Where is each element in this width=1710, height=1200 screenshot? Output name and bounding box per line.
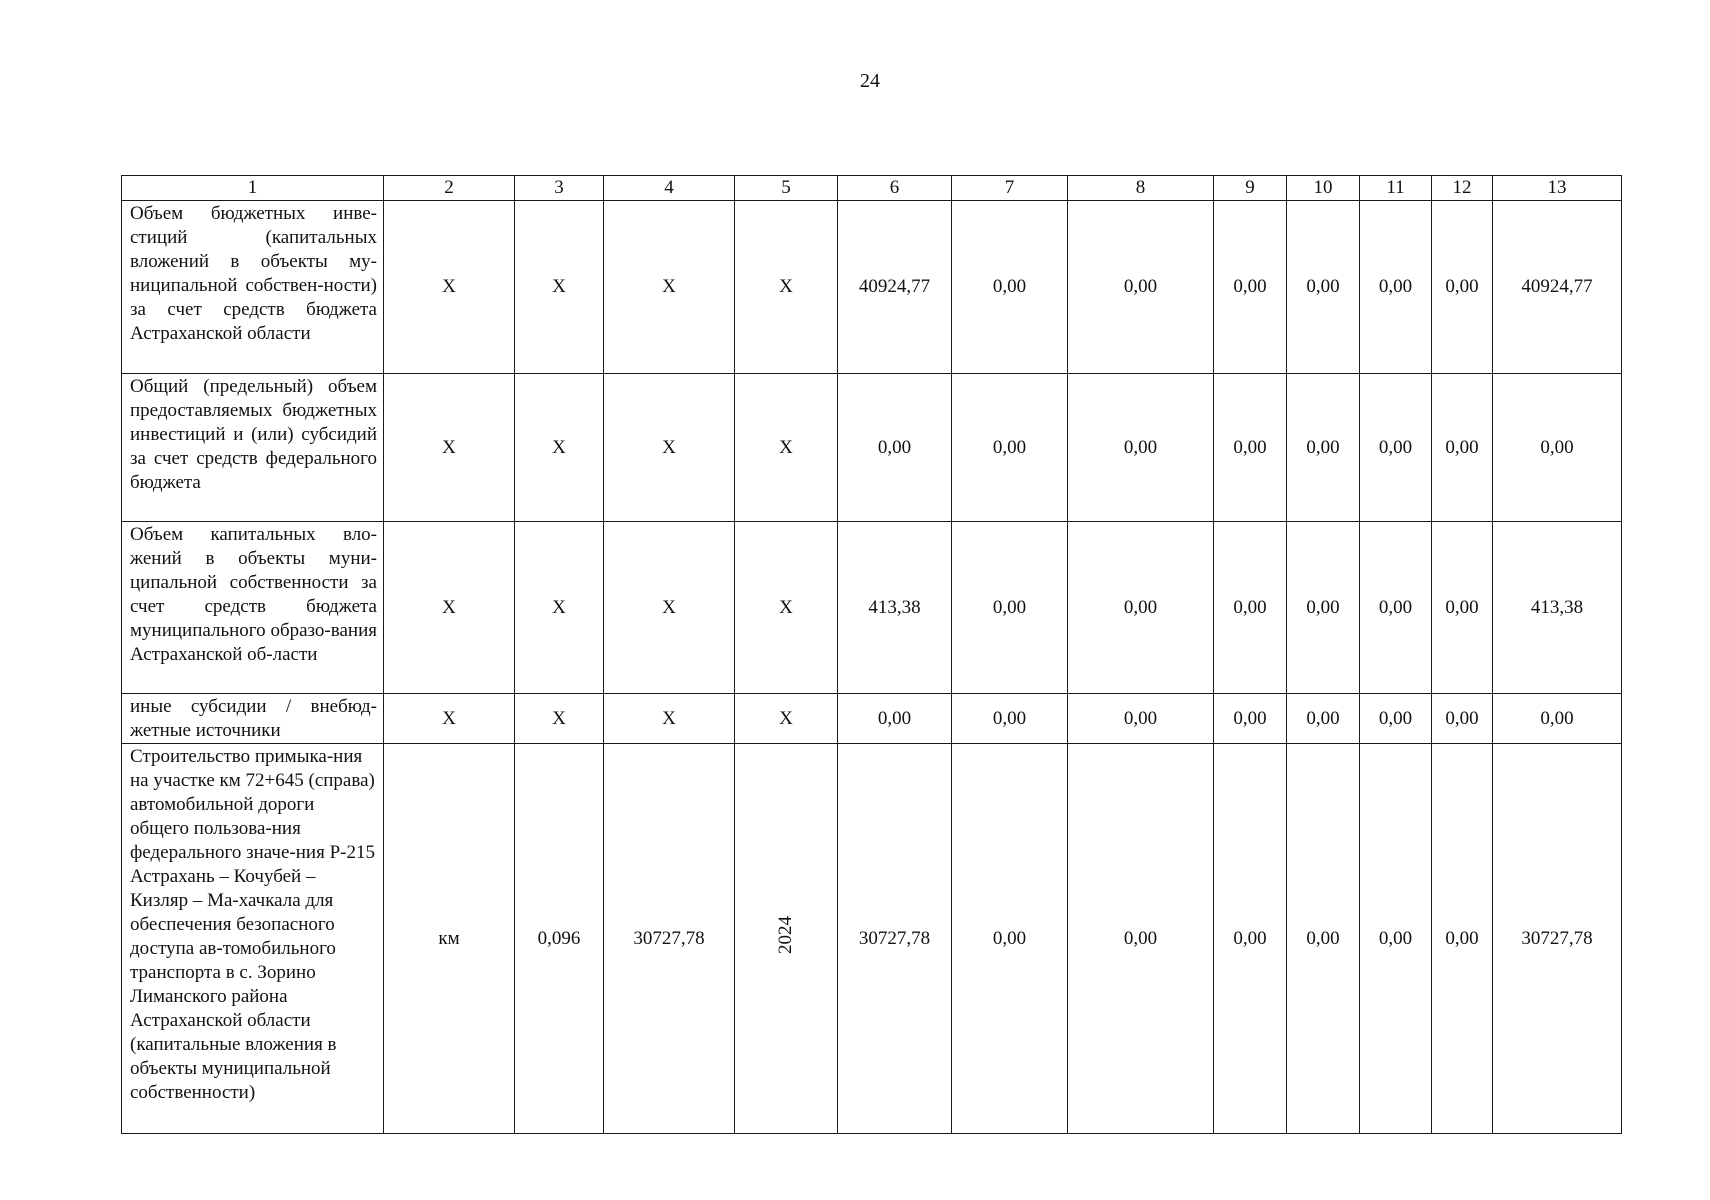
table-cell: Х xyxy=(384,201,515,374)
table-cell: 0,00 xyxy=(1214,744,1287,1134)
table-cell: 0,00 xyxy=(1432,744,1493,1134)
column-number: 2 xyxy=(384,176,515,201)
table-row xyxy=(122,374,1622,522)
table-cell: 0,00 xyxy=(1287,201,1360,374)
table-cell: 30727,78 xyxy=(604,744,735,1134)
table-cell: 0,00 xyxy=(1214,201,1287,374)
table-cell: Х xyxy=(384,374,515,522)
table-cell: Х xyxy=(515,694,604,744)
table-cell: Х xyxy=(515,522,604,694)
table-cell: 30727,78 xyxy=(838,744,952,1134)
column-number: 3 xyxy=(515,176,604,201)
table-cell: 0,00 xyxy=(952,694,1068,744)
table-cell: 0,00 xyxy=(1360,694,1432,744)
row-description: Строительство примыка-ния на участке км 72+645 (справа) автомобильной дороги общего пользова-ния федерального значе-ния Р-215 Астрахань – Кочубей – Кизляр – Ма-хачкала для обеспечения безопасного доступа ав-томобильного транспорта в с. Зорино Лиманского района Астраханской области (капитальные вложения в объекты муниципальной собственности) xyxy=(122,744,384,1134)
column-number-row xyxy=(122,176,1622,201)
table-cell: 0,00 xyxy=(952,522,1068,694)
budget-table xyxy=(121,175,1622,1134)
table-row xyxy=(122,201,1622,374)
table-cell: 0,00 xyxy=(1493,374,1622,522)
table-cell: 413,38 xyxy=(1493,522,1622,694)
column-number: 4 xyxy=(604,176,735,201)
table-cell: 0,00 xyxy=(1360,374,1432,522)
table-cell: 0,00 xyxy=(1432,694,1493,744)
table-cell: Х xyxy=(735,374,838,522)
table-row xyxy=(122,522,1622,694)
table-row xyxy=(122,744,1622,1134)
row-description: Объем бюджетных инве-стиций (капитальных вложений в объекты му-ниципальной собствен-ности) за счет средств бюджета Астраханской области xyxy=(122,201,384,374)
table-cell: Х xyxy=(735,694,838,744)
column-number: 8 xyxy=(1068,176,1214,201)
table-cell: 0,00 xyxy=(952,744,1068,1134)
table-row xyxy=(122,694,1622,744)
row-description: Объем капитальных вло-жений в объекты муни-ципальной собственности за счет средств бюджета муниципального образо-вания Астраханской об-ласти xyxy=(122,522,384,694)
row-description: иные субсидии / внебюд-жетные источники xyxy=(122,694,384,744)
table-cell: 0,00 xyxy=(838,374,952,522)
table-cell: 0,00 xyxy=(952,374,1068,522)
table-cell: 0,00 xyxy=(1360,744,1432,1134)
table-cell: Х xyxy=(604,374,735,522)
column-number: 10 xyxy=(1287,176,1360,201)
table-cell: 0,00 xyxy=(1432,201,1493,374)
table-cell: 0,00 xyxy=(1360,201,1432,374)
column-number: 1 xyxy=(122,176,384,201)
table-cell: 0,00 xyxy=(1287,374,1360,522)
table-cell: Х xyxy=(384,694,515,744)
table-cell: Х xyxy=(515,201,604,374)
table-cell: 0,00 xyxy=(838,694,952,744)
table-cell: Х xyxy=(604,201,735,374)
table-cell: 30727,78 xyxy=(1493,744,1622,1134)
page-number: 24 xyxy=(860,70,880,92)
table-cell: 0,00 xyxy=(1287,744,1360,1134)
column-number: 7 xyxy=(952,176,1068,201)
table-cell: 0,00 xyxy=(1360,522,1432,694)
table-cell xyxy=(735,744,838,1134)
table-cell: 40924,77 xyxy=(838,201,952,374)
table-cell: 0,00 xyxy=(1432,522,1493,694)
table-cell: 0,00 xyxy=(1287,522,1360,694)
table-cell: 0,00 xyxy=(952,201,1068,374)
table-cell: 0,00 xyxy=(1214,694,1287,744)
column-number: 9 xyxy=(1214,176,1287,201)
table-cell: 0,00 xyxy=(1493,694,1622,744)
table-cell: 0,00 xyxy=(1068,744,1214,1134)
table-cell: 0,00 xyxy=(1068,694,1214,744)
table-cell: Х xyxy=(384,522,515,694)
table-cell: 0,00 xyxy=(1287,694,1360,744)
table-cell: Х xyxy=(604,694,735,744)
table-cell: Х xyxy=(735,522,838,694)
table-cell: км xyxy=(384,744,515,1134)
table-cell: 413,38 xyxy=(838,522,952,694)
table-cell: Х xyxy=(735,201,838,374)
table-cell: Х xyxy=(515,374,604,522)
column-number: 12 xyxy=(1432,176,1493,201)
year-vertical-text: 2024 xyxy=(775,916,796,954)
column-number: 6 xyxy=(838,176,952,201)
table-cell: 0,096 xyxy=(515,744,604,1134)
table-cell: 0,00 xyxy=(1068,522,1214,694)
column-number: 11 xyxy=(1360,176,1432,201)
column-number: 5 xyxy=(735,176,838,201)
row-description: Общий (предельный) объем предоставляемых бюджетных инвестиций и (или) субсидий за счет средств федерального бюджета xyxy=(122,374,384,522)
table-cell: 0,00 xyxy=(1432,374,1493,522)
table-cell: Х xyxy=(604,522,735,694)
table-cell: 0,00 xyxy=(1214,374,1287,522)
table-cell: 0,00 xyxy=(1214,522,1287,694)
column-number: 13 xyxy=(1493,176,1622,201)
table-cell: 40924,77 xyxy=(1493,201,1622,374)
table-cell: 0,00 xyxy=(1068,374,1214,522)
table-cell: 0,00 xyxy=(1068,201,1214,374)
